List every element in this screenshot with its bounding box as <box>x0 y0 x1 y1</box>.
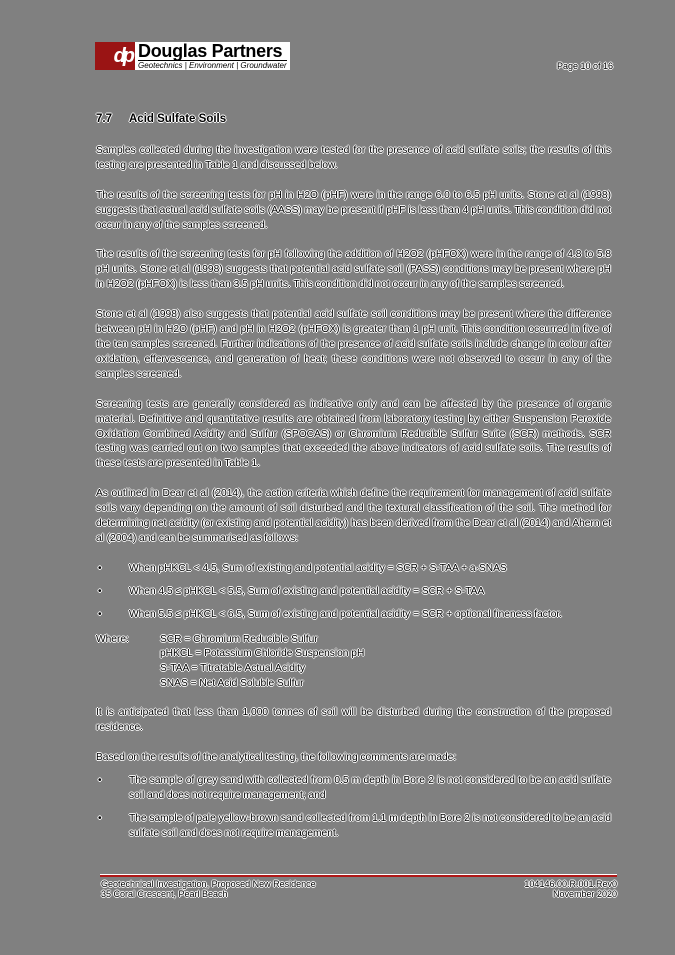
document-body <box>96 112 611 852</box>
formula-item: • When pHKCL < 4.5, Sum of existing and potential acidity = SCR + S-TAA + a·SNAS <box>96 562 611 577</box>
paragraph: The results of the screening tests for pH following the addition of H2O2 (pHFOX) were in the range of 4.8 to 5.8 pH units. Stone et al (1998) suggests that potential acid sulfate soil (PASS) conditions may be present where pH in H2O2 (pHFOX) is less than 3.5 pH units. This condition did not occur in any of the samples screened. <box>96 249 611 291</box>
bullet-icon: • <box>98 812 102 824</box>
definition: SNAS = Net Acid Soluble Sulfur <box>160 678 304 690</box>
paragraph: The results of the screening tests for pH in H2O (pHF) were in the range 6.0 to 6.5 pH units. Stone et al (1998) suggests that actual acid sulfate soils (AASS) may be present if pHF is less than 4 pH units. This condition did not occur in any of the samples screened. <box>96 189 611 231</box>
logo-mark-block <box>95 42 135 70</box>
definitions-block <box>96 633 611 693</box>
dp-logo-icon: dp <box>113 44 132 67</box>
footer-reference <box>524 879 617 899</box>
bullet-icon: • <box>98 608 102 620</box>
comment-item: • The sample of grey sand with collected from 0.5 m depth in Bore 2 is not considered to be an acid sulfate soil and does not require management; and <box>98 774 611 801</box>
paragraph: Based on the results of the analytical testing, the following comments are made: <box>96 752 457 763</box>
formula-list <box>96 562 611 623</box>
paragraph: It is anticipated that less than 1,000 tonnes of soil will be disturbed during the construction of the proposed residence. <box>96 707 611 734</box>
comment-item: • The sample of pale yellow-brown sand collected from 1.1 m depth in Bore 2 is not considered to be an acid sulfate soil and does not require management. <box>98 812 611 839</box>
logo-text <box>135 42 290 70</box>
paragraph: Samples collected during the investigation were tested for the presence of acid sulfate soils; the results of this testing are presented in Table 1 and discussed below. <box>96 144 611 171</box>
section-title: Acid Sulfate Soils <box>129 113 227 125</box>
definition: SCR = Chromium Reducible Sulfur <box>160 633 318 645</box>
footer-project <box>101 879 316 899</box>
company-logo <box>95 42 290 70</box>
paragraph: Screening tests are generally considered as indicative only and can be affected by the presence of organic material. Definitive and quantitative results are obtained from laboratory testing by either Suspension Peroxide Oxidation Combined Acidity and Sulfur (SPOCAS) or Chromium Reducible Sulfur Suite (SCR) methods. SCR testing was carried out on two samples that exceeded the above indicators of acid sulfate soils. The results of these tests are presented in Table 1. <box>96 398 611 470</box>
definition: pHKCL = Potassium Chloride Suspension pH <box>160 648 365 660</box>
formula-item: • When 5.5 ≤ pHKCL < 6.5, Sum of existing and potential acidity = SCR + optional fineness factor. <box>96 608 611 623</box>
footer-date: November 2020 <box>552 889 617 899</box>
footer-project-title: Geotechnical Investigation, Proposed New Residence <box>101 879 316 889</box>
bullet-icon: • <box>98 774 102 786</box>
formula-item: • When 4.5 ≤ pHKCL < 5.5, Sum of existing and potential acidity = SCR + S-TAA <box>96 585 611 600</box>
comments-list <box>96 774 611 842</box>
section-number: 7.7 <box>96 113 112 125</box>
footer-divider <box>100 874 617 877</box>
page-number: Page 10 of 16 <box>556 61 613 71</box>
definition: S-TAA = Titratable Actual Acidity <box>160 663 306 675</box>
where-label: Where: <box>96 633 129 645</box>
logo-name: Douglas Partners <box>138 41 283 61</box>
paragraph: Stone et al (1998) also suggests that potential acid sulfate soil conditions may be present where the difference between pH in H2O (pHF) and pH in H2O2 (pHFOX) is greater than 1 pH unit. This condition occurred in five of the ten samples screened. Further indications of the presence of acid sulfate soils include change in colour after oxidation, effervescence, and generation of heat; these conditions were not observed to occur in any of the samples screened. <box>96 309 611 380</box>
footer-report-number: 104146.00.R.001.Rev0 <box>524 879 617 889</box>
bullet-icon: • <box>98 585 102 597</box>
paragraph: As outlined in Dear et al (2014), the action criteria which define the requirement for management of acid sulfate soils vary depending on the amount of soil disturbed and the textural classification of the soil. The method for determining net acidity (or existing and potential acidity) has been derived from the Dear et al (2014) and Ahern et al (2004) and can be summarised as follows: <box>96 488 611 544</box>
section-heading <box>96 112 611 127</box>
definitions-list <box>160 633 364 693</box>
footer-project-address: 35 Coral Crescent, Pearl Beach <box>101 889 228 899</box>
bullet-icon: • <box>98 562 102 574</box>
logo-tagline: Geotechnics | Environment | Groundwater <box>138 61 287 70</box>
